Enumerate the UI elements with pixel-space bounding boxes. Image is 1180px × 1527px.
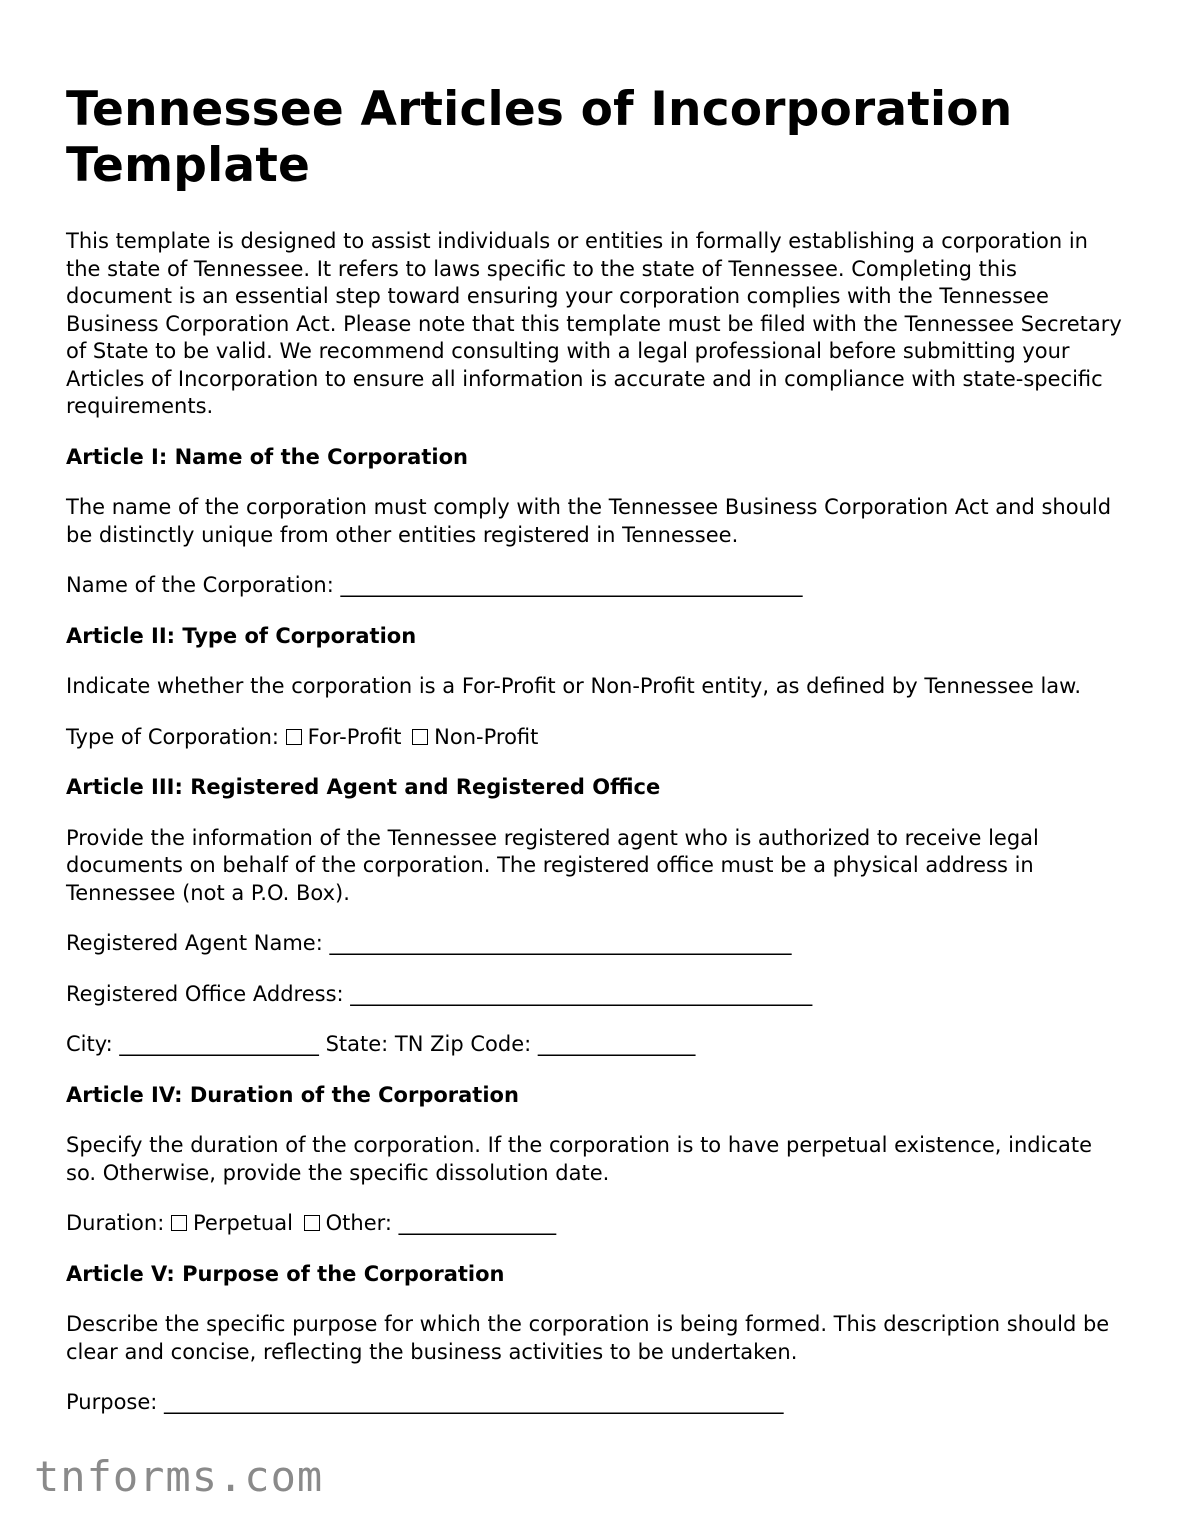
- registered-agent-label: Registered Agent Name:: [66, 931, 323, 955]
- zip-blank[interactable]: _______________: [537, 1032, 696, 1056]
- duration-label: Duration:: [66, 1211, 165, 1235]
- registered-office-label: Registered Office Address:: [66, 981, 344, 1006]
- non-profit-checkbox[interactable]: [412, 729, 428, 745]
- registered-agent-blank[interactable]: ____________________________________________: [329, 931, 792, 955]
- registered-office-field: [66, 981, 1126, 1009]
- document-page: [66, 82, 1126, 1440]
- duration-field: [66, 1210, 1126, 1238]
- other-option-label: Other:: [325, 1211, 392, 1235]
- article-3-heading: Article III: Registered Agent and Registered Office: [66, 775, 661, 799]
- corporation-name-field: [66, 572, 1126, 600]
- state-label: State: TN: [325, 1032, 424, 1056]
- article-2-body: Indicate whether the corporation is a For-Profit or Non-Profit entity, as defined by Tennessee law.: [66, 674, 1082, 698]
- corporation-type-label: Type of Corporation:: [66, 724, 279, 749]
- article-1-body: The name of the corporation must comply with the Tennessee Business Corporation Act and should be distinctly unique from other entities registered in Tennessee.: [66, 495, 1112, 547]
- registered-office-blank[interactable]: ____________________________________________: [350, 981, 813, 1006]
- other-checkbox[interactable]: [304, 1215, 320, 1231]
- corporation-type-field: [66, 724, 1126, 752]
- zip-label: Zip Code:: [430, 1032, 532, 1056]
- city-blank[interactable]: ___________________: [119, 1032, 319, 1056]
- site-watermark: tnforms.com: [34, 1452, 324, 1501]
- article-4-heading: Article IV: Duration of the Corporation: [66, 1082, 519, 1107]
- intro-paragraph: This template is designed to assist individuals or entities in formally establishing a corporation in the state of Tennessee. It refers to laws specific to the state of Tennessee. Completing this document is an essential step toward ensuring your corporation complies with the Tennessee Business Corporation Act. Please note that this template must be filed with the Tennessee Secretary of State to be valid. We recommend consulting with a legal professional before submitting your Articles of Incorporation to ensure all information is accurate and in compliance with state-specific requirements.: [66, 229, 1122, 418]
- article-3-body: Provide the information of the Tennessee registered agent who is authorized to receive legal documents on behalf of the corporation. The registered office must be a physical address in Tennessee (not a P.O. Box).: [66, 825, 1039, 905]
- perpetual-option-label: Perpetual: [192, 1211, 293, 1235]
- purpose-blank[interactable]: ___________________________________________________________: [164, 1390, 784, 1414]
- non-profit-option-label: Non-Profit: [434, 724, 539, 749]
- article-4-body: Specify the duration of the corporation. If the corporation is to have perpetual existence, indicate so. Otherwise, provide the specific dissolution date.: [66, 1133, 1092, 1185]
- article-1-heading: Article I: Name of the Corporation: [66, 444, 468, 469]
- registered-agent-field: [66, 930, 1126, 958]
- corporation-name-label: Name of the Corporation:: [66, 573, 334, 597]
- city-label: City:: [66, 1032, 113, 1056]
- purpose-label: Purpose:: [66, 1390, 158, 1414]
- for-profit-option-label: For-Profit: [307, 724, 402, 749]
- purpose-field: [66, 1389, 1126, 1417]
- article-5-body: Describe the specific purpose for which the corporation is being formed. This description should be clear and concise, reflecting the business activities to be undertaken.: [66, 1312, 1110, 1364]
- article-5-heading: Article V: Purpose of the Corporation: [66, 1261, 505, 1286]
- for-profit-checkbox[interactable]: [286, 729, 302, 745]
- article-2-heading: Article II: Type of Corporation: [66, 623, 417, 648]
- document-title: Tennessee Articles of Incorporation Template: [66, 82, 1013, 193]
- other-duration-blank[interactable]: _______________: [398, 1211, 557, 1235]
- corporation-name-blank[interactable]: ____________________________________________: [340, 573, 803, 597]
- perpetual-checkbox[interactable]: [171, 1215, 187, 1231]
- city-state-zip-field: [66, 1031, 1126, 1059]
